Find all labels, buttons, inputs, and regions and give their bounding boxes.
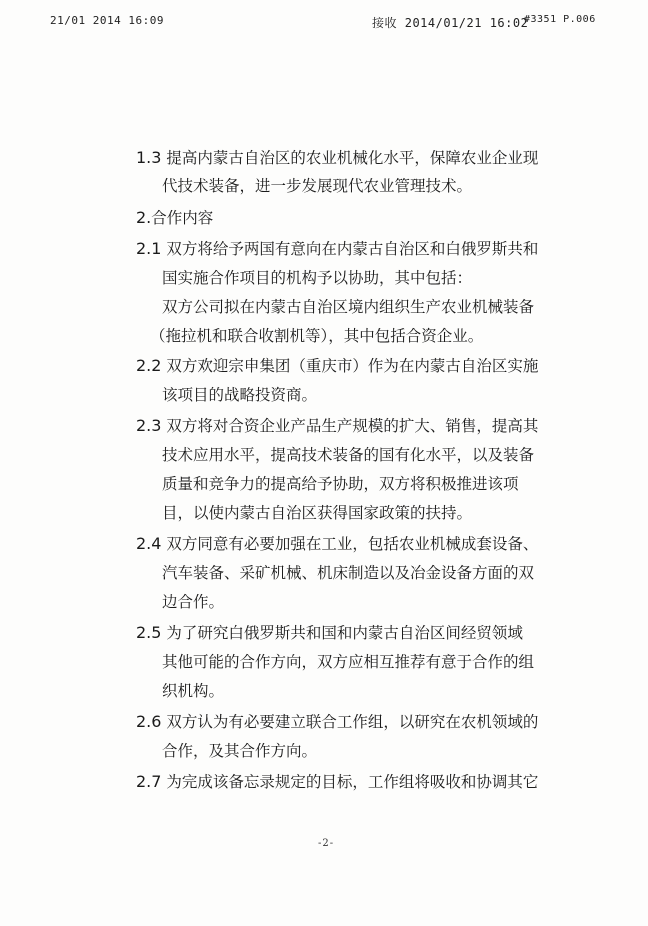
paragraph-text: 提高内蒙古自治区的农业机械化水平，保障农业企业现 (166, 149, 539, 167)
section-2-3-line-4: 目，以使内蒙古自治区获得国家政策的扶持。 (162, 504, 473, 522)
section-2-3-line-2: 技术应用水平，提高技术装备的国有化水平，以及装备 (162, 446, 535, 464)
section-number: 2. (136, 208, 152, 227)
section-2-6-line-2: 合作，及其合作方向。 (162, 742, 318, 760)
paragraph-text: 双方认为有必要建立联合工作组，以研究在农机领域的 (166, 713, 539, 731)
section-number: 2.6 (136, 712, 162, 731)
heading-text: 合作内容 (151, 209, 214, 227)
paragraph-text: 双方将对合资企业产品生产规模的扩大、销售，提高其 (166, 417, 539, 435)
section-2-1-line-4: （拖拉机和联合收割机等），其中包括合资企业。 (150, 327, 484, 345)
section-number: 2.7 (136, 772, 162, 791)
section-1-3-line-1 (136, 148, 538, 168)
section-2-5-line-2: 其他可能的合作方向，双方应相互推荐有意于合作的组 (162, 653, 535, 671)
section-number: 2.3 (136, 416, 162, 435)
section-number: 1.3 (136, 148, 162, 167)
section-number: 2.2 (136, 356, 162, 375)
fax-header-left: 21/01 2014 16:09 (50, 14, 164, 27)
paragraph-text: 为完成该备忘录规定的目标，工作组将吸收和协调其它 (166, 773, 539, 791)
paragraph-text: 双方欢迎宗申集团（重庆市）作为在内蒙古自治区实施 (166, 357, 539, 375)
section-2-2-line-1 (136, 356, 538, 376)
section-2-1-line-1 (136, 239, 538, 259)
section-number: 2.4 (136, 534, 162, 553)
page-number: -2- (318, 838, 335, 849)
section-2-3-line-1 (136, 416, 538, 436)
section-2-5-line-3: 织机构。 (162, 682, 225, 700)
section-number: 2.5 (136, 623, 162, 642)
section-2-heading (136, 208, 213, 228)
section-number: 2.1 (136, 239, 162, 258)
fax-header-page-id: #3351 P.006 (524, 14, 596, 25)
paragraph-text: 双方将给予两国有意向在内蒙古自治区和白俄罗斯共和 (166, 240, 539, 258)
section-2-6-line-1 (136, 712, 538, 732)
paragraph-text: 为了研究白俄罗斯共和国和内蒙古自治区间经贸领域 (166, 624, 523, 642)
section-2-5-line-1 (136, 623, 523, 643)
paragraph-text: 双方同意有必要加强在工业，包括农业机械成套设备、 (166, 535, 539, 553)
section-2-7-line-1 (136, 772, 538, 792)
section-2-1-line-2: 国实施合作项目的机构予以协助，其中包括： (162, 269, 473, 287)
section-2-4-line-1 (136, 534, 538, 554)
section-2-2-line-2: 该项目的战略投资商。 (162, 386, 318, 404)
section-2-4-line-2: 汽车装备、采矿机械、机床制造以及冶金设备方面的双 (162, 564, 535, 582)
section-2-4-line-3: 边合作。 (162, 593, 225, 611)
section-1-3-line-2: 代技术装备，进一步发展现代农业管理技术。 (162, 177, 473, 195)
fax-header-received: 接收 2014/01/21 16:02 (372, 16, 529, 30)
section-2-1-line-3: 双方公司拟在内蒙古自治区境内组织生产农业机械装备 (162, 298, 535, 316)
section-2-3-line-3: 质量和竞争力的提高给予协助，双方将积极推进该项 (162, 475, 519, 493)
